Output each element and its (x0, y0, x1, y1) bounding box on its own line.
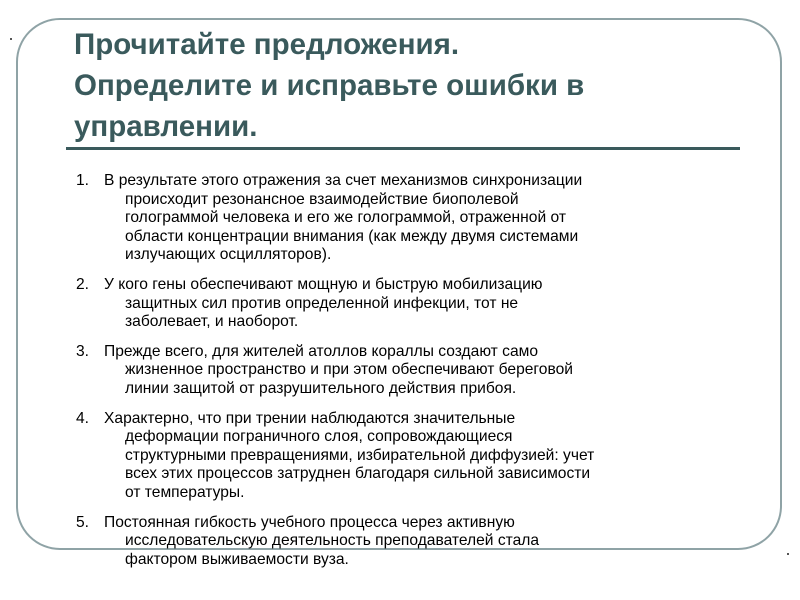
item-line: всех этих процессов затруднен благодаря сильной зависимости (125, 465, 591, 483)
item-line: фактором выживаемости вуза. (125, 550, 349, 568)
item-number: 3. (76, 342, 90, 360)
corner-dot-top-left (10, 38, 12, 40)
sentence-list (76, 172, 746, 580)
item-line: происходит резонансное взаимодействие биополевой (125, 190, 519, 208)
item-line: линии защитой от разрушительного действия прибоя. (125, 379, 517, 397)
title-underline (66, 147, 740, 150)
item-number: 4. (76, 409, 90, 427)
item-line: Прежде всего, для жителей атоллов кораллы создают само (104, 342, 539, 360)
slide-title (74, 24, 754, 147)
list-item (76, 343, 746, 399)
item-line: заболевает, и наоборот. (125, 313, 299, 331)
list-item (76, 276, 746, 332)
list-item (76, 172, 746, 265)
item-number: 1. (76, 172, 90, 189)
item-line: от температуры. (125, 483, 245, 501)
item-number: 2. (76, 275, 90, 293)
list-item (76, 410, 746, 503)
item-line: В результате этого отражения за счет механизмов синхронизации (104, 172, 583, 189)
item-line: деформации пограничного слоя, сопровождающиеся (125, 428, 513, 446)
item-line: Характерно, что при трении наблюдаются значительные (104, 409, 516, 427)
item-line: Постоянная гибкость учебного процесса через активную (104, 513, 515, 531)
item-line: области концентрации внимания (как между двумя системами (125, 227, 579, 245)
corner-dot-bottom-right (787, 553, 789, 555)
slide-title-line: управлении. (74, 110, 258, 143)
item-line: исследовательскую деятельность преподавателей стала (125, 532, 540, 550)
item-line: голограммой человека и его же голограммой, отраженной от (125, 209, 566, 227)
list-item (76, 514, 746, 570)
slide-title-line: Прочитайте предложения. (74, 28, 460, 61)
item-line: У кого гены обеспечивают мощную и быструю мобилизацию (104, 275, 543, 293)
item-line: структурными превращениями, избирательной диффузией: учет (125, 446, 595, 464)
item-number: 5. (76, 513, 90, 531)
item-line: жизненное пространство и при этом обеспечивают береговой (125, 361, 573, 379)
slide-title-line: Определите и исправьте ошибки в (74, 69, 585, 102)
item-line: защитных сил против определенной инфекции, тот не (125, 294, 519, 312)
item-line: излучающих осцилляторов). (125, 246, 332, 264)
